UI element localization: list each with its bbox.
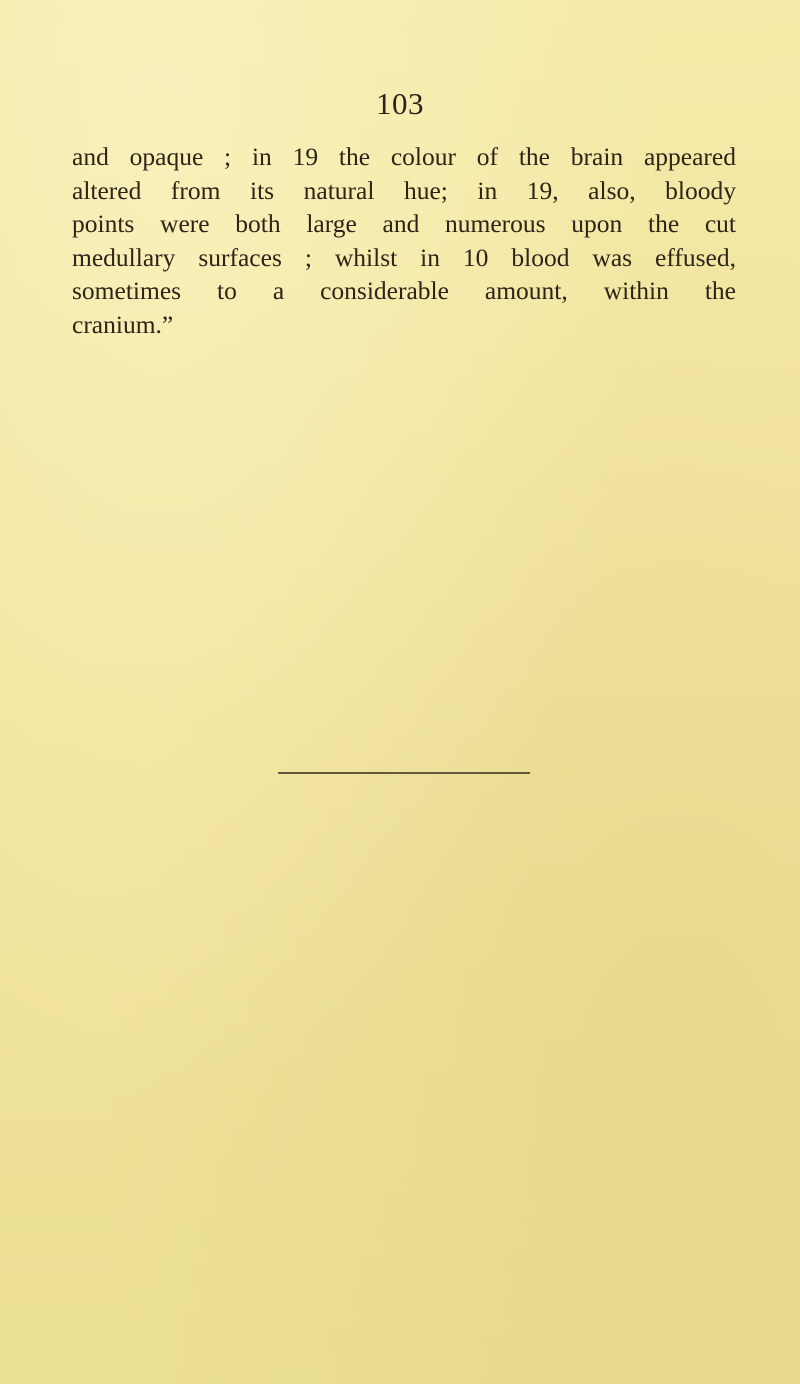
- text-line: altered from its natural hue; in 19, also, bloody: [72, 175, 736, 205]
- section-divider-rule: [278, 772, 530, 774]
- body-paragraph: [72, 140, 736, 341]
- text-line: sometimes to a considerable amount, within the: [72, 276, 736, 305]
- page-number: 103: [376, 86, 424, 121]
- text-line: points were both large and numerous upon the cut: [72, 209, 736, 238]
- text-line: cranium.”: [72, 309, 174, 339]
- text-line: medullary surfaces ; whilst in 10 blood was effused,: [72, 242, 736, 272]
- text-line: and opaque ; in 19 the colour of the brain appeared: [72, 142, 736, 171]
